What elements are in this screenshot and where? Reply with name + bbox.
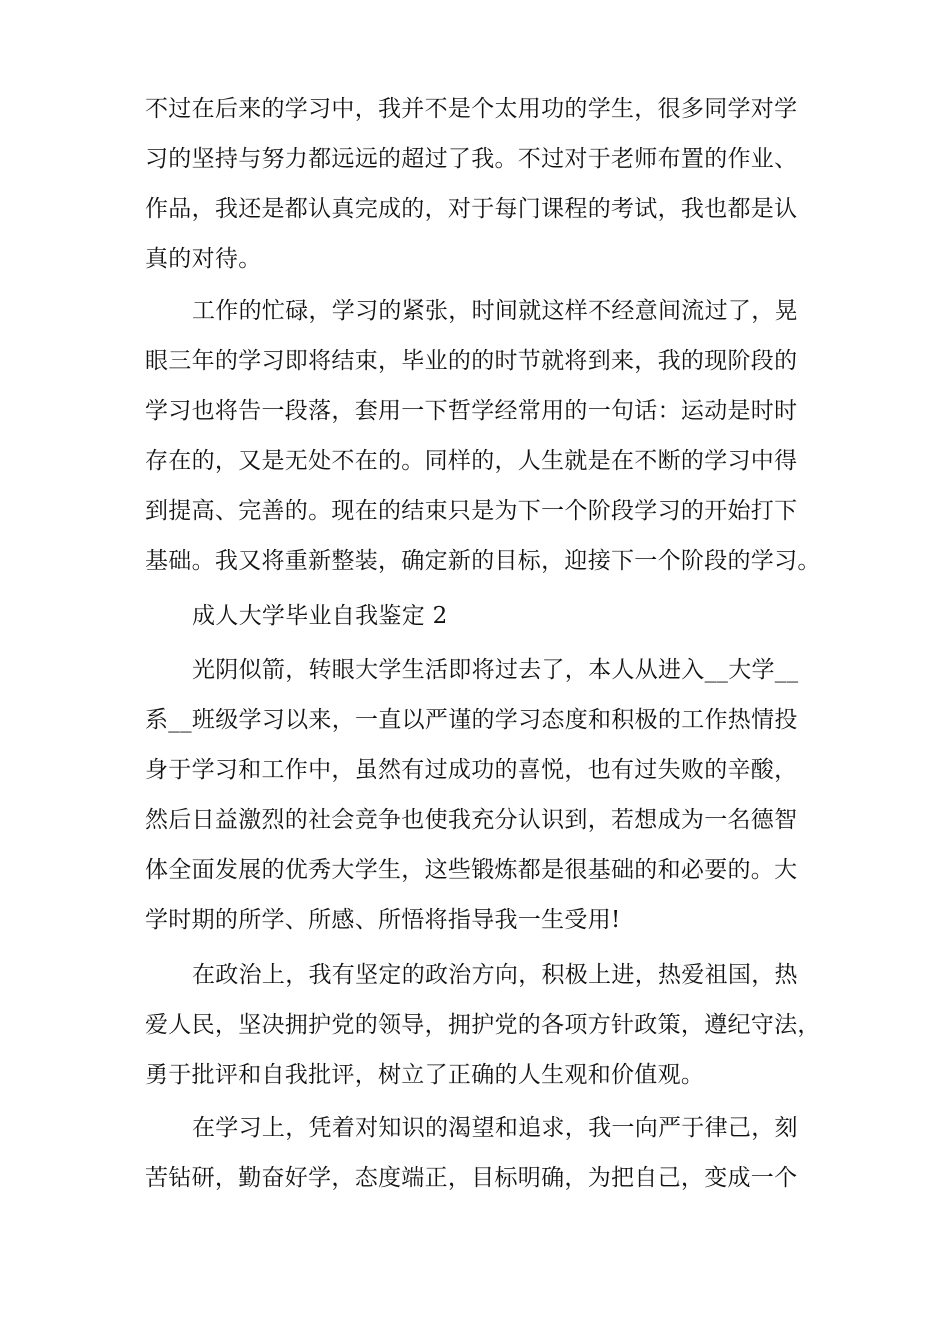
text-line: 勇于批评和自我批评，树立了正确的人生观和价值观。 bbox=[145, 1062, 705, 1088]
text-line: 习的坚持与努力都远远的超过了我。不过对于老师布置的作业、 bbox=[145, 146, 798, 172]
text-line: 作品，我还是都认真完成的，对于每门课程的考试，我也都是认 bbox=[145, 196, 798, 222]
section-title: 成人大学毕业自我鉴定 2 bbox=[192, 603, 448, 629]
section-heading bbox=[145, 591, 825, 641]
text-line: 工作的忙碌，学习的紧张，时间就这样不经意间流过了，晃 bbox=[192, 298, 798, 324]
paragraph-politics bbox=[145, 950, 825, 1100]
text-line: 基础。我又将重新整装，确定新的目标，迎接下一个阶段的学习。 bbox=[145, 548, 821, 574]
text-line: 到提高、完善的。现在的结束只是为下一个阶段学习的开始打下 bbox=[145, 498, 798, 524]
paragraph-learning bbox=[145, 1103, 825, 1203]
text-line: 不过在后来的学习中，我并不是个太用功的学生，很多同学对学 bbox=[145, 96, 798, 122]
text-line: 存在的，又是无处不在的。同样的，人生就是在不断的学习中得 bbox=[145, 448, 798, 474]
paragraph-graduation bbox=[145, 286, 825, 586]
text-line: 眼三年的学习即将结束，毕业的的时节就将到来，我的现阶段的 bbox=[145, 348, 798, 374]
text-line: 苦钻研，勤奋好学，态度端正，目标明确，为把自己，变成一个 bbox=[145, 1165, 798, 1191]
text-line: 系__班级学习以来，一直以严谨的学习态度和积极的工作热情投 bbox=[145, 707, 798, 733]
text-line: 光阴似箭，转眼大学生活即将过去了，本人从进入__大学__ bbox=[192, 657, 799, 683]
text-line: 爱人民，坚决拥护党的领导，拥护党的各项方针政策，遵纪守法， bbox=[145, 1012, 821, 1038]
text-line: 在学习上，凭着对知识的渴望和追求，我一向严于律己，刻 bbox=[192, 1115, 798, 1141]
text-line: 体全面发展的优秀大学生，这些锻炼都是很基础的和必要的。大 bbox=[145, 857, 798, 883]
text-line: 身于学习和工作中，虽然有过成功的喜悦，也有过失败的辛酸， bbox=[145, 757, 798, 783]
paragraph-study-attitude bbox=[145, 84, 825, 284]
paragraph-intro bbox=[145, 645, 825, 945]
text-line: 真的对待。 bbox=[145, 246, 262, 272]
text-line: 在政治上，我有坚定的政治方向，积极上进，热爱祖国，热 bbox=[192, 962, 798, 988]
text-line: 然后日益激烈的社会竞争也使我充分认识到，若想成为一名德智 bbox=[145, 807, 798, 833]
text-line: 学习也将告一段落，套用一下哲学经常用的一句话：运动是时时 bbox=[145, 398, 798, 424]
text-line: 学时期的所学、所感、所悟将指导我一生受用! bbox=[145, 907, 621, 933]
